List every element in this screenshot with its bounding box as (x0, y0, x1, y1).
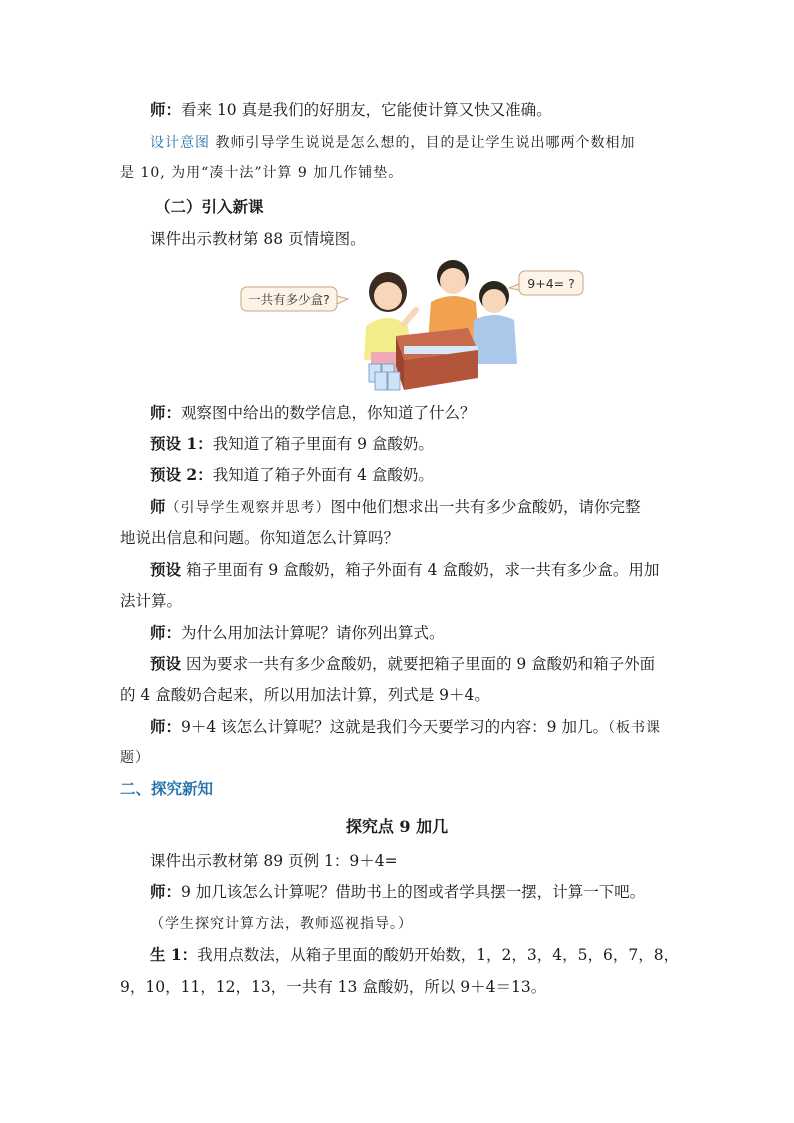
paragraph-text: 因为要求一共有多少盒酸奶，就要把箱子里面的 9 盒酸奶和箱子外面 (185, 655, 656, 673)
paragraph-preset-3-line-1 (150, 558, 710, 582)
paragraph-teacher-4 (150, 621, 710, 645)
paragraph-preset-4-line-1 (150, 652, 710, 676)
paragraph-student-1-line-1 (150, 943, 710, 967)
speaker-label: 师： (150, 623, 182, 642)
paragraph-courseware-89: 课件出示教材第 89 页例 1：9＋4= (150, 852, 398, 870)
stage-note: （板书课 (607, 720, 661, 736)
explore-point-title: 探究点 9 加几 (345, 817, 449, 836)
yogurt-box (396, 328, 478, 390)
speaker-label: 师： (150, 100, 182, 119)
design-intent-label: 设计意图 (150, 135, 210, 151)
paragraph-preset-1 (150, 432, 710, 456)
design-intent-line-1 (150, 131, 710, 155)
paragraph-text: 看来 10 真是我们的好朋友，它能使计算又快又准确。 (181, 101, 552, 119)
paragraph-text: 我知道了箱子里面有 9 盒酸奶。 (212, 435, 434, 453)
paragraph-text: 图中他们想求出一共有多少盒酸奶，请你完整 (330, 498, 641, 516)
speaker-label: 预设 1： (150, 434, 213, 453)
paragraph-text: 9 加几该怎么计算呢？借助书上的图或者学具摆一摆，计算一下吧。 (181, 883, 646, 901)
speaker-label: 生 1： (150, 945, 198, 964)
paragraph-teacher-5-line-1 (150, 715, 710, 740)
design-intent-line-2: 是 10, 为用“凑十法”计算 9 加几作铺垫。 (120, 165, 404, 181)
paragraph-text: 我用点数法，从箱子里面的酸奶开始数，1，2，3，4，5，6，7，8， (197, 946, 680, 964)
paragraph-teacher-6 (150, 880, 710, 904)
paragraph-teacher-2 (150, 401, 710, 425)
speaker-label: 师： (150, 717, 182, 736)
paragraph-text: 9＋4 该怎么计算呢？这就是我们今天要学习的内容：9 加几。 (181, 718, 608, 736)
paragraph-text: 箱子里面有 9 盒酸奶，箱子外面有 4 盒酸奶，求一共有多少盒。用加 (185, 561, 660, 579)
boy-right-figure (472, 281, 517, 364)
section-heading-intro: （二）引入新课 (155, 197, 264, 216)
paragraph-teacher-1 (150, 98, 710, 122)
speech-bubble-right (509, 271, 583, 295)
paragraph-student-activity: （学生探究计算方法，教师巡视指导。） (150, 916, 413, 932)
paragraph-text: 我知道了箱子外面有 4 盒酸奶。 (212, 466, 434, 484)
paragraph-preset-2 (150, 463, 710, 487)
paragraph-courseware-88: 课件出示教材第 88 页情境图。 (150, 230, 366, 248)
bubble-left-text: 一共有多少盒? (248, 292, 330, 307)
speaker-label: 预设 (150, 654, 182, 673)
paragraph-student-1-line-2: 9，10，11，12，13，一共有 13 盒酸奶，所以 9＋4＝13。 (120, 978, 547, 996)
paragraph-preset-3-line-2: 法计算。 (120, 592, 183, 610)
speaker-label: 师： (150, 403, 182, 422)
speaker-label: 预设 2： (150, 465, 213, 484)
paragraph-preset-4-line-2: 的 4 盒酸奶合起来，所以用加法计算，列式是 9＋4。 (120, 686, 490, 704)
paragraph-text: 观察图中给出的数学信息，你知道了什么？ (181, 404, 476, 422)
speaker-label: 师 (150, 497, 166, 516)
scene-illustration (236, 254, 588, 394)
stage-note: （引导学生观察并思考） (165, 500, 331, 516)
speaker-label: 师： (150, 882, 182, 901)
section-heading-explore: 二、探究新知 (120, 779, 214, 798)
speech-bubble-left (241, 287, 348, 311)
paragraph-teacher-3-line-1 (150, 495, 710, 520)
paragraph-teacher-3-line-2: 地说出信息和问题。你知道怎么计算吗？ (120, 529, 400, 547)
design-intent-text: 教师引导学生说说是怎么想的，目的是让学生说出哪两个数相加 (210, 135, 636, 151)
speaker-label: 预设 (150, 560, 182, 579)
paragraph-text: 为什么用加法计算呢？请你列出算式。 (181, 624, 445, 642)
paragraph-teacher-5-line-2: 题） (120, 750, 150, 766)
bubble-right-text: 9+4= ? (527, 276, 575, 291)
